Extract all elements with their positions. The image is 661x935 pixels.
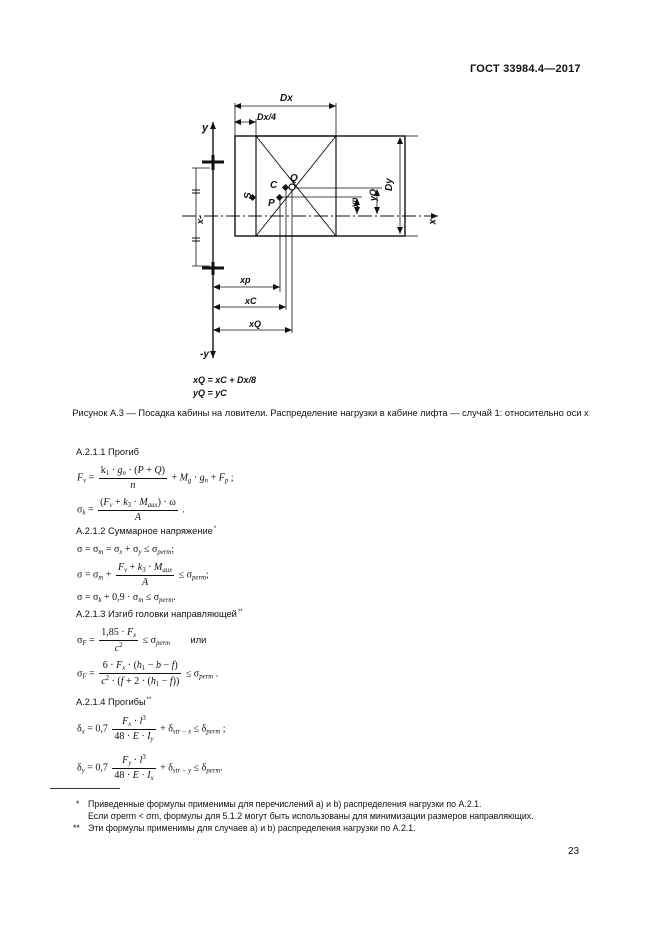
relation-2: yQ = yC <box>193 388 227 398</box>
footnote-2-mark: ** <box>73 823 80 833</box>
footnote-1b: Если σperm < σm, формулы для 5.1.2 могут быть использованы для минимизации размеров направляющих. <box>88 811 534 821</box>
formula-sigma-combined: $\sigma = \sigma_k + 0,9 \cdot \sigma_m \le \sigma_{perm}$. <box>77 592 176 604</box>
car-outer-rect <box>235 136 405 236</box>
page-number: 23 <box>568 846 580 857</box>
point-q <box>289 184 295 190</box>
label-p: P <box>268 198 275 209</box>
label-dy: Dy <box>384 178 395 191</box>
label-dx-quarter: Dx/4 <box>257 112 277 122</box>
footnote-separator <box>50 788 120 789</box>
footnote-1: Приведенные формулы применимы для перечислений a) и b) распределения нагрузки по А.2.1. <box>88 799 482 809</box>
label-dx: Dx <box>280 93 293 104</box>
formula-delta-y: $\delta_y = 0,7$ $\frac{F_y \cdot l^3}{48 \cdot E \cdot I_x}$ + $\delta_{str - y} \le \delta_{perm}$. <box>77 754 223 782</box>
label-s: S <box>243 192 254 199</box>
label-xq: xQ <box>249 319 262 329</box>
relation-1: xQ = xC + Dx/8 <box>193 375 257 385</box>
formula-delta-x: $\delta_x = 0,7$ $\frac{F_x \cdot l^3}{48 \cdot E \cdot I_y}$ + $\delta_{str - x} \le \delta_{perm}$ ; <box>77 715 226 743</box>
point-c <box>282 184 289 191</box>
label-xc: xC <box>245 296 257 306</box>
label-yp: yp <box>350 197 359 207</box>
section-a2-1-4: А.2.1.4 Прогибы** <box>76 697 152 707</box>
label-yq: yQ <box>368 188 378 201</box>
formula-fv: $F_v$ = $\frac{k_1 \cdot g_n \cdot (P + Q)}{n}$ + $M_g \cdot g_n + F_p$ ; <box>77 465 234 491</box>
standard-designation: ГОСТ 33984.4—2017 <box>470 63 581 75</box>
label-y: y <box>202 122 209 134</box>
section-a2-1-1: А.2.1.1 Прогиб <box>76 447 139 457</box>
section-a2-1-2: А.2.1.2 Суммарное напряжение* <box>76 526 217 536</box>
figure-caption: Рисунок А.3 — Посадка кабины на ловители. Распределение нагрузки в кабине лифта — случай 1: относительно оси x <box>72 408 589 418</box>
formula-sigma-sum: $\sigma = \sigma_m = \sigma_x + \sigma_y \le \sigma_{perm}$; <box>77 544 175 556</box>
label-c: C <box>270 180 278 191</box>
label-neg-x: -x <box>196 216 206 225</box>
label-x: x <box>427 219 438 225</box>
label-neg-y: -y <box>200 349 209 360</box>
formula-sigma-f-1: $\sigma_F$ = $\frac{1,85 \cdot F_x}{c^2}$ ≤ $\sigma_{perm}$ или <box>77 627 207 654</box>
figure-a3 <box>0 0 661 400</box>
formula-sigma-f-2: $\sigma_F$ = $\frac{6 \cdot F_x \cdot (h_1 - b - f)}{c^2 \cdot (f + 2 \cdot (h_1 - f))}$ ≤ $\sigma_{perm}$ . <box>77 660 219 688</box>
label-q: Q <box>290 173 298 184</box>
point-p <box>276 194 283 201</box>
section-a2-1-3: А.2.1.3 Изгиб головки направляющей** <box>76 609 243 619</box>
formula-sigma-full: $\sigma = \sigma_m$ + $\frac{F_v + k_3 \cdot M_{aux}}{A}$ ≤ $\sigma_{perm}$; <box>77 562 209 588</box>
formula-sigma-k: $\sigma_k$ = $\frac{(F_v + k_3 \cdot M_{aux}) \cdot \omega}{A}$ . <box>77 497 185 523</box>
footnote-2: Эти формулы применимы для случаев a) и b) распределения нагрузки по А.2.1. <box>88 823 416 833</box>
footnote-1-mark: * <box>76 799 80 809</box>
label-xp: xp <box>240 275 251 285</box>
